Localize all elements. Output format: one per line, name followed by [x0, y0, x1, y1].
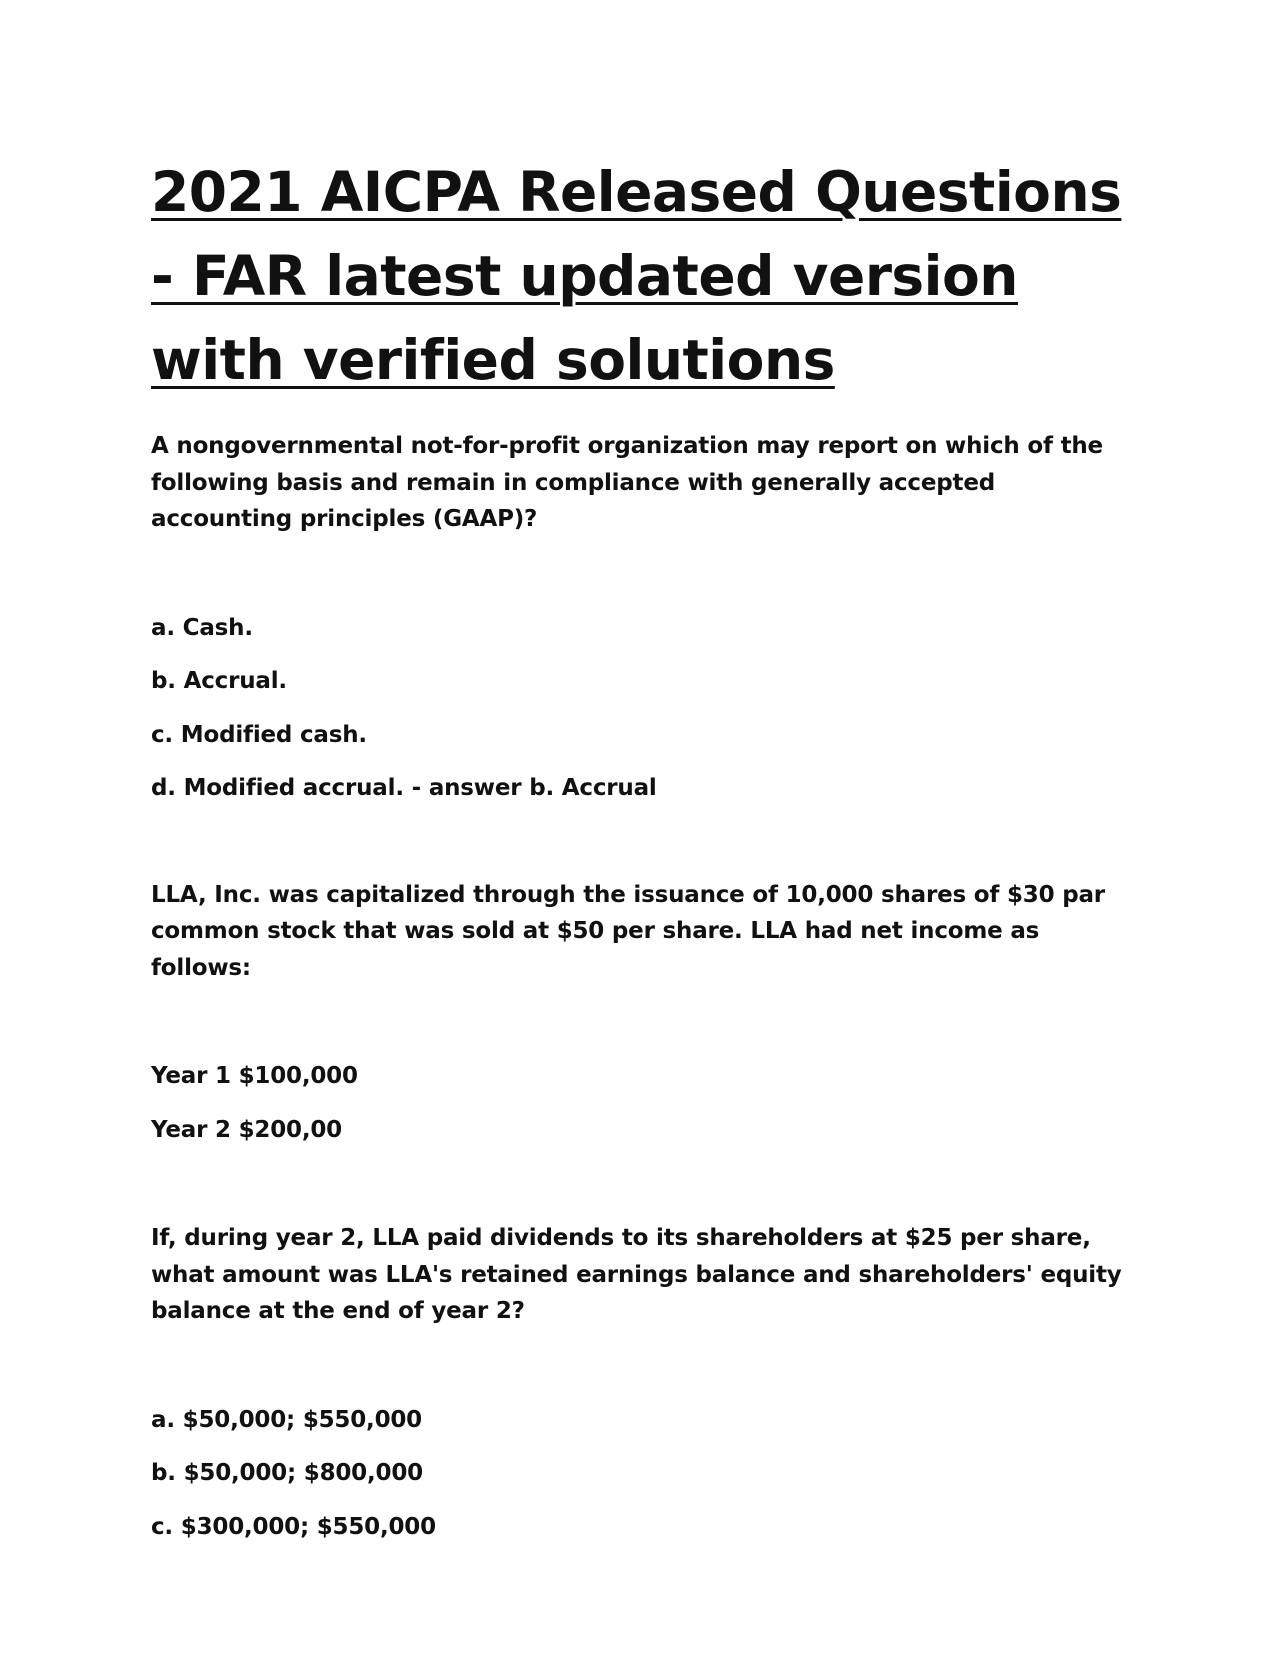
- document-title: 2021 AICPA Released Questions - FAR latest updated version with verified solutions: [151, 160, 1122, 392]
- question-2-option-c: c. $300,000; $550,000: [151, 1513, 436, 1540]
- document-page: [151, 150, 1141, 1545]
- question-2-text: LLA, Inc. was capitalized through the issuance of 10,000 shares of $30 par common stock that was sold at $50 per share. LLA had net income as follows:: [151, 881, 1105, 981]
- question-2-followup: If, during year 2, LLA paid dividends to its shareholders at $25 per share, what amount was LLA's retained earnings balance and shareholders' equity balance at the end of year 2?: [151, 1225, 1122, 1324]
- question-2-options: [151, 1402, 1141, 1546]
- net-income-year-1: Year 1 $100,000: [151, 1063, 358, 1089]
- question-2-option-a: a. $50,000; $550,000: [151, 1406, 422, 1433]
- net-income-year-2: Year 2 $200,00: [151, 1116, 342, 1143]
- question-1-text: A nongovernmental not-for-profit organization may report on which of the following basis and remain in compliance with generally accepted accounting principles (GAAP)?: [151, 433, 1103, 532]
- net-income-list: [151, 1058, 1141, 1148]
- question-1-option-a: a. Cash.: [151, 614, 253, 641]
- question-1-option-c: c. Modified cash.: [151, 721, 367, 748]
- question-1-option-b: b. Accrual.: [151, 668, 287, 694]
- question-1-options: [151, 610, 1141, 807]
- question-2-option-b: b. $50,000; $800,000: [151, 1460, 423, 1486]
- question-1-option-d-answer: d. Modified accrual. - answer b. Accrual: [151, 775, 657, 801]
